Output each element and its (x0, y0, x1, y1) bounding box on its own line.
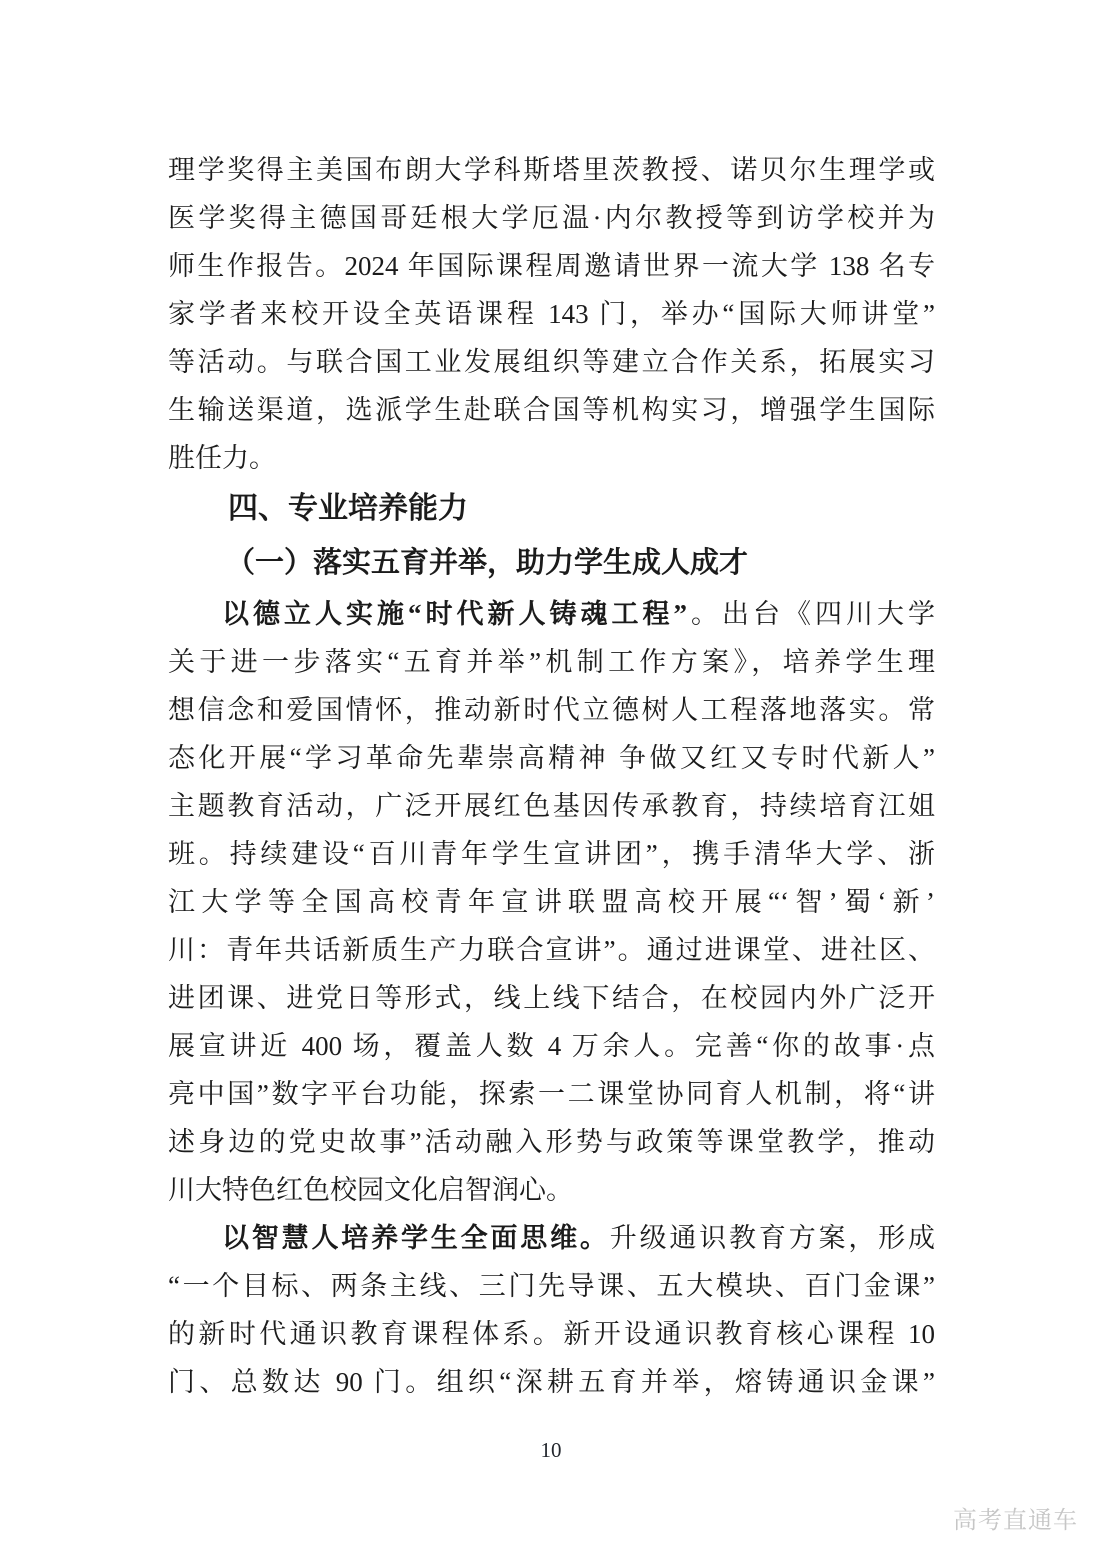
text-line (168, 1118, 935, 1166)
text-line (168, 734, 935, 782)
text-segment: 以智慧人培养学生全面思维。 (222, 1223, 610, 1253)
text-line (168, 1310, 935, 1358)
heading-line (168, 536, 935, 590)
text-segment: 述身边的党史故事”活动融入形势与政策等课堂教学，推动 (168, 1127, 935, 1157)
text-line (168, 434, 935, 482)
text-segment: “一个目标、两条主线、三门先导课、五大模块、百门金课” (168, 1271, 935, 1301)
text-line (168, 590, 935, 638)
text-segment: 关于进一步落实“五育并举”机制工作方案》，培养学生理 (168, 647, 935, 677)
text-line (168, 782, 935, 830)
text-segment: 想信念和爱国情怀，推动新时代立德树人工程落地落实。常 (168, 695, 935, 725)
text-segment: 江大学等全国高校青年宣讲联盟高校开展“‘智’蜀‘新’ (168, 887, 935, 917)
text-segment: 进团课、进党日等形式，线上线下结合，在校园内外广泛开 (168, 983, 935, 1013)
text-line (168, 1262, 935, 1310)
text-line (168, 194, 935, 242)
text-segment: 医学奖得主德国哥廷根大学厄温·内尔教授等到访学校并为 (168, 203, 935, 233)
text-segment: 态化开展“学习革命先辈崇高精神 争做又红又专时代新人” (168, 743, 935, 773)
text-segment: 胜任力。 (168, 443, 276, 473)
text-line (168, 686, 935, 734)
text-line (168, 638, 935, 686)
text-line (168, 386, 935, 434)
text-line (168, 1358, 935, 1406)
text-line (168, 338, 935, 386)
text-line (168, 1070, 935, 1118)
text-segment: 家学者来校开设全英语课程 143 门，举办“国际大师讲堂” (168, 299, 935, 329)
document-body (168, 146, 935, 1406)
text-segment: 的新时代通识教育课程体系。新开设通识教育核心课程 10 (168, 1319, 935, 1349)
text-line (168, 146, 935, 194)
text-segment: 川大特色红色校园文化启智润心。 (168, 1175, 573, 1205)
text-segment: 生输送渠道，选派学生赴联合国等机构实习，增强学生国际 (168, 395, 935, 425)
text-segment: 门、总数达 90 门。组织“深耕五育并举，熔铸通识金课” (168, 1367, 935, 1397)
heading-line (168, 482, 935, 536)
text-line (168, 974, 935, 1022)
text-segment: （一）落实五育并举，助力学生成人成才 (226, 547, 749, 579)
text-line (168, 1214, 935, 1262)
page-number: 10 (540, 1438, 562, 1462)
text-line (168, 242, 935, 290)
text-segment: 班。持续建设“百川青年学生宣讲团”，携手清华大学、浙 (168, 839, 935, 869)
text-line (168, 830, 935, 878)
text-segment: 。出台《四川大学 (687, 599, 935, 629)
text-segment: 展宣讲近 400 场，覆盖人数 4 万余人。完善“你的故事·点 (168, 1031, 935, 1061)
text-segment: 川：青年共话新质生产力联合宣讲”。通过进课堂、进社区、 (168, 935, 935, 965)
text-segment: 四、专业培养能力 (228, 492, 468, 525)
text-segment: 以德立人实施“时代新人铸魂工程” (222, 599, 687, 629)
text-line (168, 926, 935, 974)
text-segment: 主题教育活动，广泛开展红色基因传承教育，持续培育江姐 (168, 791, 935, 821)
text-segment: 理学奖得主美国布朗大学科斯塔里茨教授、诺贝尔生理学或 (168, 155, 935, 185)
text-line (168, 1022, 935, 1070)
text-segment: 亮中国”数字平台功能，探索一二课堂协同育人机制，将“讲 (168, 1079, 935, 1109)
text-segment: 升级通识教育方案，形成 (609, 1223, 935, 1253)
text-line (168, 878, 935, 926)
text-segment: 等活动。与联合国工业发展组织等建立合作关系，拓展实习 (168, 347, 935, 377)
text-line (168, 290, 935, 338)
watermark-text: 高考直通车 (953, 1507, 1078, 1534)
text-segment: 师生作报告。2024 年国际课程周邀请世界一流大学 138 名专 (168, 251, 935, 281)
text-line (168, 1166, 935, 1214)
